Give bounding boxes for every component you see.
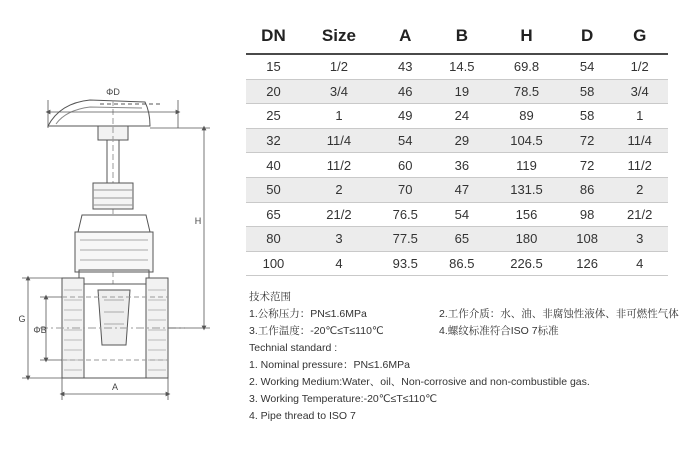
table-cell-h: 156 [490,202,563,227]
col-header-d: D [563,18,612,54]
dim-label-h: H [194,216,202,226]
table-cell-b: 86.5 [434,251,491,276]
table-cell-d: 72 [563,128,612,153]
bonnet-shape [78,215,150,232]
table-cell-size: 1 [301,104,377,129]
table-cell-dn: 25 [246,104,301,129]
table-cell-g: 3 [611,227,668,252]
table-row [246,104,668,129]
table-cell-dn: 50 [246,177,301,202]
table-cell-h: 104.5 [490,128,563,153]
table-cell-dn: 65 [246,202,301,227]
notes-cn-item-1: 1.公称压力：PN≤1.6MPa [249,308,367,320]
dim-label-d: ΦD [106,87,120,97]
notes-en-item-4: 4. Pipe thread to ISO 7 [249,410,356,422]
table-cell-size: 11/2 [301,153,377,178]
notes-cn-item-3: 3.工作温度：-20℃≤T≤110℃ [249,325,384,337]
table-cell-d: 98 [563,202,612,227]
col-header-size: Size [301,18,377,54]
table-cell-dn: 40 [246,153,301,178]
table-cell-g: 11/4 [611,128,668,153]
notes-en-item-2: 2. Working Medium:Water、oil、Non-corrosive and non-combustible gas. [249,376,590,388]
table-cell-b: 36 [434,153,491,178]
table-cell-a: 46 [377,79,434,104]
table-cell-a: 60 [377,153,434,178]
table-cell-h: 78.5 [490,79,563,104]
handwheel-shape [48,100,150,126]
table-cell-size: 3 [301,227,377,252]
table-cell-b: 14.5 [434,54,491,79]
table-cell-d: 58 [563,104,612,129]
table-cell-dn: 32 [246,128,301,153]
table-cell-d: 58 [563,79,612,104]
table-cell-b: 19 [434,79,491,104]
notes-en-title: Technial standard : [249,342,338,354]
notes-cn-row-2 [249,323,694,340]
table-row [246,54,668,79]
notes-cn-title: 技术范围 [249,291,291,303]
table-cell-size: 21/2 [301,202,377,227]
table-row [246,202,668,227]
col-header-g: G [611,18,668,54]
valve-drawing [0,0,250,450]
notes-cn-item-2: 2.工作介质：水、油、非腐蚀性液体、非可燃性气体 [439,308,679,320]
table-cell-g: 1 [611,104,668,129]
dim-label-g: G [18,314,26,324]
table-cell-b: 47 [434,177,491,202]
table-cell-a: 43 [377,54,434,79]
table-body [246,54,668,276]
table-cell-d: 108 [563,227,612,252]
table-cell-d: 72 [563,153,612,178]
table-row [246,79,668,104]
table-cell-b: 24 [434,104,491,129]
notes-cn-item-4: 4.螺纹标准符合ISO 7标准 [439,325,559,337]
table-cell-h: 69.8 [490,54,563,79]
table-row [246,153,668,178]
notes-cn-row-1 [249,306,694,323]
col-header-a: A [377,18,434,54]
table-cell-size: 4 [301,251,377,276]
table-header-row [246,18,668,54]
dimension-table [246,18,668,276]
table-cell-size: 1/2 [301,54,377,79]
table-cell-a: 93.5 [377,251,434,276]
table-cell-a: 54 [377,128,434,153]
col-header-h: H [490,18,563,54]
dim-label-b: ΦB [33,325,47,335]
table-cell-size: 11/4 [301,128,377,153]
table-cell-h: 131.5 [490,177,563,202]
table-cell-h: 89 [490,104,563,129]
table-cell-dn: 80 [246,227,301,252]
table-cell-g: 2 [611,177,668,202]
table-cell-h: 226.5 [490,251,563,276]
table-cell-size: 2 [301,177,377,202]
notes-en-item-1: 1. Nominal pressure：PN≤1.6MPa [249,359,410,371]
notes-en-item-3: 3. Working Temperature:-20℃≤T≤110℃ [249,393,438,405]
table-cell-h: 180 [490,227,563,252]
table-cell-a: 49 [377,104,434,129]
table-cell-h: 119 [490,153,563,178]
table-cell-dn: 20 [246,79,301,104]
table-cell-a: 77.5 [377,227,434,252]
table-cell-b: 54 [434,202,491,227]
table-cell-g: 11/2 [611,153,668,178]
table-row [246,128,668,153]
table-cell-g: 4 [611,251,668,276]
table-cell-dn: 100 [246,251,301,276]
col-header-b: B [434,18,491,54]
technical-notes [249,289,694,425]
col-header-dn: DN [246,18,301,54]
table-cell-d: 54 [563,54,612,79]
table-cell-b: 65 [434,227,491,252]
table-row [246,251,668,276]
table-cell-size: 3/4 [301,79,377,104]
table-cell-a: 70 [377,177,434,202]
table-cell-b: 29 [434,128,491,153]
dim-label-a: A [111,382,119,392]
table-cell-d: 126 [563,251,612,276]
table-cell-g: 3/4 [611,79,668,104]
table-cell-d: 86 [563,177,612,202]
table-cell-a: 76.5 [377,202,434,227]
table-cell-g: 1/2 [611,54,668,79]
table-cell-dn: 15 [246,54,301,79]
table-row [246,227,668,252]
table-row [246,177,668,202]
table-cell-g: 21/2 [611,202,668,227]
